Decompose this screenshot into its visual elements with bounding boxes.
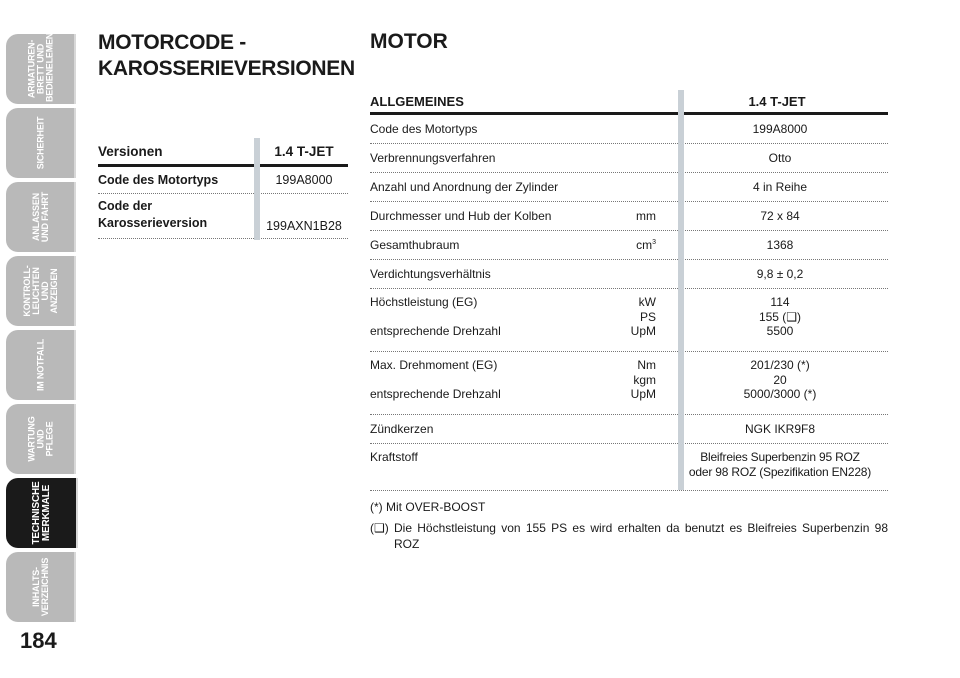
table-row xyxy=(370,202,888,230)
unit-text: cm xyxy=(636,238,653,252)
tab-anlassen[interactable] xyxy=(6,182,76,252)
row-divider xyxy=(370,490,888,491)
table-row xyxy=(370,260,888,288)
table-row xyxy=(370,173,888,201)
table-row xyxy=(98,167,348,193)
row-value: 199A8000 xyxy=(752,122,808,136)
tab-wartung[interactable] xyxy=(6,404,76,474)
section-title-motor: MOTOR xyxy=(370,30,448,53)
row-unit: kW PS UpM xyxy=(630,295,656,338)
footnote-text: Die Höchstleistung von 155 PS es wird erhalten da benutzt es Bleifreies Superbenzin 98 ROZ xyxy=(394,521,888,551)
header-model: 1.4 T-JET xyxy=(274,143,334,159)
row-unit: Nm kgm UpM xyxy=(630,358,656,401)
row-label: Durchmesser und Hub der Kolben xyxy=(370,209,552,223)
unit-superscript: 3 xyxy=(652,239,656,246)
footnotes xyxy=(370,500,888,552)
row-label: Verbrennungsverfahren xyxy=(370,151,496,165)
table-row xyxy=(370,231,888,259)
table-row-power xyxy=(370,289,888,351)
row-label: Kraftstoff xyxy=(370,450,418,464)
tab-label: KONTROLL- LEUCHTEN UND ANZEIGEN xyxy=(22,265,59,317)
header-allgemeines: ALLGEMEINES xyxy=(370,93,464,109)
row-value: 9,8 ± 0,2 xyxy=(756,267,804,281)
table-row xyxy=(370,115,888,143)
row-value: 1368 xyxy=(766,238,794,252)
row-value: 199A8000 xyxy=(275,173,333,187)
tab-label: SICHERHEIT xyxy=(35,116,46,170)
row-label: Code der Karosserieversion xyxy=(98,199,208,230)
tab-label: ANLASSEN UND FAHRT xyxy=(31,191,50,243)
row-value: 114 155 (❑) 5500 xyxy=(758,295,802,338)
row-divider xyxy=(98,238,348,239)
row-label: Code des Motortyps xyxy=(98,173,219,187)
tab-sicherheit[interactable] xyxy=(6,108,76,178)
tab-im-notfall[interactable] xyxy=(6,330,76,400)
row-label: Max. Drehmoment (EG) entsprechende Drehzahl xyxy=(370,358,501,401)
row-label: Code des Motortyps xyxy=(370,122,478,136)
row-unit: mm xyxy=(636,209,656,223)
footnote-power xyxy=(370,520,888,552)
row-label: Zündkerzen xyxy=(370,422,434,436)
tab-kontrollleuchten[interactable] xyxy=(6,256,76,326)
motor-table xyxy=(370,90,888,491)
table-row xyxy=(98,194,348,238)
tab-inhaltsverzeichnis[interactable] xyxy=(6,552,76,622)
tab-armaturenbrett[interactable] xyxy=(6,21,76,104)
header-versionen: Versionen xyxy=(98,143,163,159)
row-value: Bleifreies Superbenzin 95 ROZ oder 98 ROZ (Spezifikation EN228) xyxy=(688,450,872,479)
row-value: 72 x 84 xyxy=(760,209,800,223)
footnote-mark: (❑) xyxy=(370,521,389,535)
table-header xyxy=(370,90,888,112)
tab-label: INHALTS- VERZEICHNIS xyxy=(31,557,50,617)
row-value: 199AXN1B28 xyxy=(266,219,342,233)
footnote-overboost: (*) Mit OVER-BOOST xyxy=(370,500,486,514)
table-row xyxy=(370,144,888,172)
table-row xyxy=(370,415,888,443)
header-model: 1.4 T-JET xyxy=(748,93,806,109)
row-value: 4 in Reihe xyxy=(752,180,808,194)
table-row-torque xyxy=(370,352,888,414)
row-unit xyxy=(590,238,662,252)
tab-label: ARMATUREN- BRETT UND BEDIENELEMENTE xyxy=(26,21,55,102)
table-row-fuel xyxy=(370,444,888,490)
versions-table xyxy=(98,138,348,239)
tab-label: WARTUNG UND PFLEGE xyxy=(26,416,55,462)
row-label: Anzahl und Anordnung der Zylinder xyxy=(370,180,559,194)
table-header xyxy=(98,138,348,164)
tab-technische-merkmale[interactable] xyxy=(6,478,78,548)
page-number: 184 xyxy=(20,628,57,653)
row-label: Verdichtungsverhältnis xyxy=(370,267,491,281)
section-title-motorcode: MOTORCODE - KAROSSERIEVERSIONEN xyxy=(98,31,355,80)
tab-label: IM NOTFALL xyxy=(35,339,46,391)
row-value: 201/230 (*) 20 5000/3000 (*) xyxy=(743,358,817,401)
row-value: NGK IKR9F8 xyxy=(744,422,816,436)
row-label: Höchstleistung (EG) entsprechende Drehzahl xyxy=(370,295,501,338)
row-label: Gesamthubraum xyxy=(370,238,460,252)
tab-label: TECHNISCHE MERKMALE xyxy=(31,481,52,545)
row-value: Otto xyxy=(768,151,792,165)
